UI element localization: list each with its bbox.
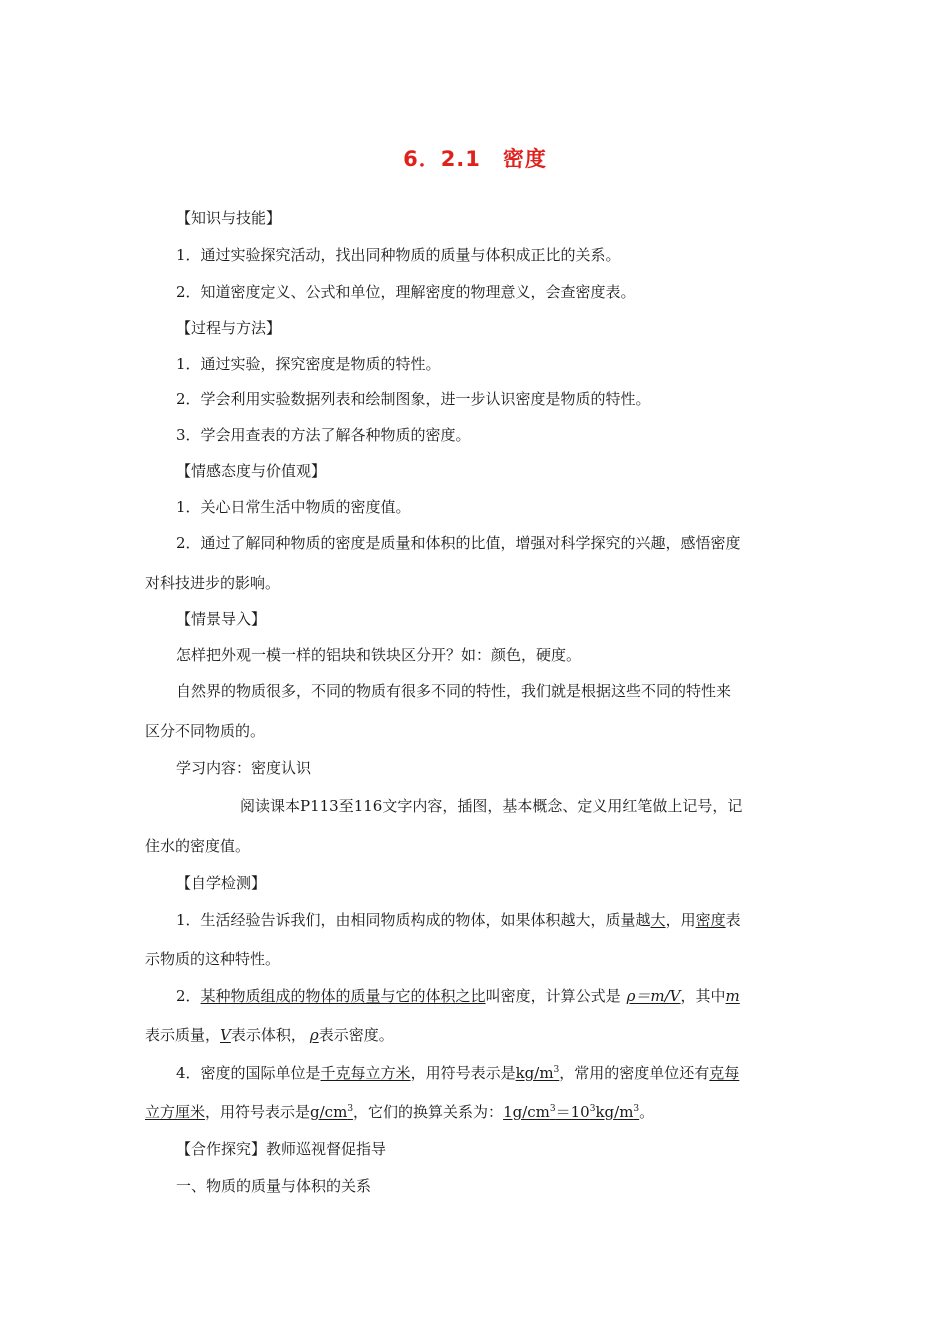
process-item-2: 2．学会利用实验数据列表和绘制图象，进一步认识密度是物质的特性。 [176, 390, 651, 408]
question-1-cont: 示物质的这种特性。 [145, 950, 281, 968]
intro-paragraph-2-cont: 区分不同物质的。 [145, 722, 266, 740]
question-4-cont [145, 1102, 654, 1122]
knowledge-heading: 【知识与技能】 [176, 209, 282, 227]
question-1-text: ，用 [665, 911, 696, 929]
question-1 [176, 910, 741, 930]
page-title: 6．2.1 密度 [403, 147, 547, 171]
question-2-text: 叫密度，计算公式是 [485, 987, 621, 1005]
reading-instruction-cont: 住水的密度值。 [145, 837, 251, 855]
question-4-text: ，常用的密度单位还有 [559, 1064, 710, 1082]
question-4-text: 4．密度的国际单位是 [176, 1064, 321, 1082]
question-2-text: 表示密度。 [318, 1026, 394, 1044]
unit-text: ＝10 [555, 1103, 590, 1121]
coop-note: 教师巡视督促指导 [266, 1140, 387, 1158]
process-item-1: 1．通过实验，探究密度是物质的特性。 [176, 355, 441, 373]
intro-paragraph-1: 怎样把外观一模一样的铝块和铁块区分开？如：颜色，硬度。 [176, 646, 582, 664]
answer-blank: m [725, 987, 740, 1005]
process-heading: 【过程与方法】 [176, 319, 282, 337]
answer-blank [310, 1103, 353, 1121]
unit-text: 1g/cm [503, 1103, 550, 1121]
answer-blank: 千克每立方米 [320, 1064, 411, 1082]
answer-blank: 大 [650, 911, 666, 929]
question-4-text: 。 [639, 1103, 655, 1121]
superscript: 3 [589, 1104, 596, 1114]
emotion-item-2-cont: 对科技进步的影响。 [145, 574, 281, 592]
answer-blank: 密度 [695, 911, 726, 929]
question-2 [176, 986, 740, 1006]
question-2-text: 表示体积， [230, 1026, 306, 1044]
process-item-3: 3．学会用查表的方法了解各种物质的密度。 [176, 426, 471, 444]
answer-blank-formula: ρ＝m/V [626, 987, 681, 1005]
knowledge-item-1: 1．通过实验探究活动，找出同种物质的质量与体积成正比的关系。 [176, 246, 621, 264]
answer-blank: V [220, 1026, 231, 1044]
knowledge-item-2: 2．知道密度定义、公式和单位，理解密度的物理意义，会查密度表。 [176, 283, 636, 301]
answer-blank: ρ [309, 1026, 319, 1044]
selftest-heading: 【自学检测】 [176, 874, 267, 892]
answer-blank [516, 1064, 560, 1082]
answer-blank: 克每 [709, 1064, 740, 1082]
question-1-text: 表 [725, 911, 741, 929]
question-4-text: ，它们的换算关系为： [353, 1103, 504, 1121]
answer-blank: 某种物质组成的物体的质量与它的体积之比 [200, 987, 486, 1005]
superscript: 3 [633, 1104, 640, 1114]
question-4-text: ，用符号表示是 [410, 1064, 516, 1082]
question-2-text: 表示质量， [145, 1026, 221, 1044]
unit-text: g/cm [310, 1103, 348, 1121]
part-1-heading: 一、物质的质量与体积的关系 [176, 1177, 372, 1195]
coop-heading [176, 1139, 386, 1159]
question-2-text: ，其中 [680, 987, 726, 1005]
question-2-text: 2． [176, 987, 201, 1005]
superscript: 3 [553, 1065, 560, 1075]
answer-blank: 立方厘米 [145, 1103, 206, 1121]
question-1-text: 1．生活经验告诉我们，由相同物质构成的物体，如果体积越大，质量越 [176, 911, 651, 929]
question-2-cont [145, 1025, 394, 1045]
superscript: 3 [549, 1104, 556, 1114]
intro-heading: 【情景导入】 [176, 610, 267, 628]
superscript: 3 [347, 1104, 354, 1114]
question-4 [176, 1063, 739, 1083]
reading-instruction: 阅读课本P113至116文字内容，插图，基本概念、定义用红笔做上记号，记 [240, 797, 743, 815]
unit-text: kg/m [515, 1064, 554, 1082]
emotion-item-1: 1．关心日常生活中物质的密度值。 [176, 498, 411, 516]
coop-heading-label: 【合作探究】 [176, 1140, 267, 1158]
question-4-text: ，用符号表示是 [205, 1103, 311, 1121]
intro-paragraph-2: 自然界的物质很多，不同的物质有很多不同的特性，我们就是根据这些不同的特性来 [176, 682, 732, 700]
answer-blank [503, 1103, 639, 1121]
emotion-heading: 【情感态度与价值观】 [176, 462, 327, 480]
content-line: 学习内容：密度认识 [176, 759, 312, 777]
emotion-item-2: 2．通过了解同种物质的密度是质量和体积的比值，增强对科学探究的兴趣，感悟密度 [176, 534, 741, 552]
unit-text: kg/m [595, 1103, 634, 1121]
